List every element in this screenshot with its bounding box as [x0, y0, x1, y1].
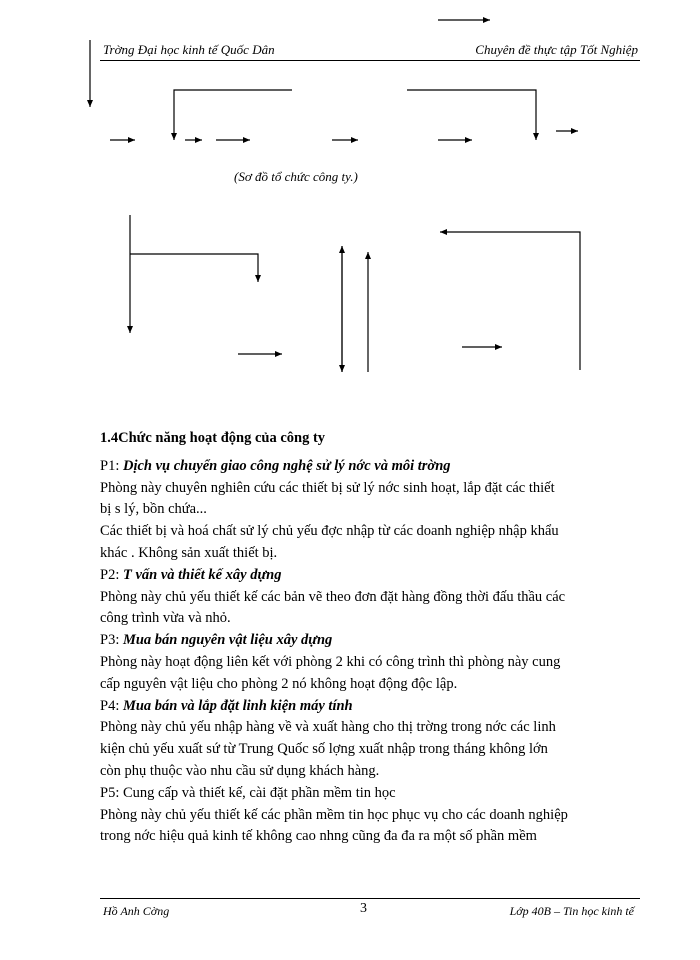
footer-rule	[100, 898, 640, 899]
diagram-caption: (Sơ đồ tổ chức công ty.)	[234, 169, 358, 184]
p2-line2: công trình vừa và nhỏ.	[100, 610, 231, 627]
p1-line4: khác . Không sản xuất thiết bị.	[100, 544, 278, 561]
p4-line3: còn phụ thuộc vào nhu cầu sử dụng khách hàng.	[100, 762, 380, 779]
p3-line1: Phòng này hoạt động liên kết với phòng 2 khi có công trình thì phòng này cung	[100, 653, 561, 670]
p1-line3: Các thiết bị và hoá chất sử lý chủ yếu đợc nhập từ các doanh nghiệp nhập khẩu	[100, 523, 559, 540]
p4-line1: Phòng này chủ yếu nhập hàng về và xuất hàng cho thị trờng trong nớc các linh	[100, 719, 556, 736]
p1-line2: bị s lý, bồn chứa...	[100, 501, 207, 518]
p2-label: P2:	[100, 566, 120, 583]
p1-label: P1:	[100, 457, 120, 474]
header-report-title: Chuyên đề thực tập Tốt Nghiệp	[475, 42, 638, 57]
connector-right-branch	[407, 90, 536, 140]
p5-line2: trong nớc hiệu quả kinh tế không cao nhng cũng đa đa ra một số phần mềm	[100, 828, 537, 845]
p1-line1: Phòng này chuyên nghiên cứu các thiết bị sử lý nớc sinh hoạt, lắp đặt các thiết	[100, 479, 555, 496]
section-body	[100, 428, 640, 848]
p3-title-line	[100, 630, 640, 652]
connector-left-branch	[174, 90, 292, 140]
p5-line1: Phòng này chủ yếu thiết kế các phần mềm tin học phục vụ cho các doanh nghiệp	[100, 806, 568, 823]
header-school: Trờng Đại học kinh tế Quốc Dân	[103, 42, 275, 57]
p3-label: P3:	[100, 632, 120, 649]
org-chart-diagram	[0, 0, 700, 420]
p1-title: Dịch vụ chuyển giao công nghệ sử lý nớc và môi trờng	[122, 457, 451, 474]
footer-class: Lớp 40B – Tin học kinh tế	[509, 904, 634, 918]
page-number: 3	[360, 901, 367, 916]
p5-title-line: P5: Cung cấp và thiết kế, cài đặt phần mềm tin học	[100, 784, 396, 801]
p4-label: P4:	[100, 697, 120, 714]
connector-lower-right	[440, 232, 580, 370]
section-heading: 1.4Chức năng hoạt động của công ty	[100, 430, 326, 446]
p2-title-line	[100, 565, 640, 587]
p4-line2: kiện chủ yếu xuất sứ từ Trung Quốc số lợng xuất nhập trong tháng không lớn	[100, 741, 548, 758]
p2-line1: Phòng này chủ yếu thiết kế các bản vẽ theo đơn đặt hàng đồng thời đấu thầu các	[100, 588, 566, 605]
p4-title-line	[100, 696, 640, 718]
p1-title-line	[100, 456, 640, 478]
p4-title: Mua bán và lắp đặt linh kiện máy tính	[122, 697, 353, 714]
p2-title: T vấn và thiết kế xây dựng	[122, 566, 282, 583]
p3-line2: cấp nguyên vật liệu cho phòng 2 nó không hoạt động độc lập.	[100, 675, 458, 692]
p3-title: Mua bán nguyên vật liệu xây dựng	[122, 632, 333, 649]
footer-author: Hồ Anh Cờng	[103, 904, 170, 918]
connector-lower-left	[130, 254, 258, 282]
